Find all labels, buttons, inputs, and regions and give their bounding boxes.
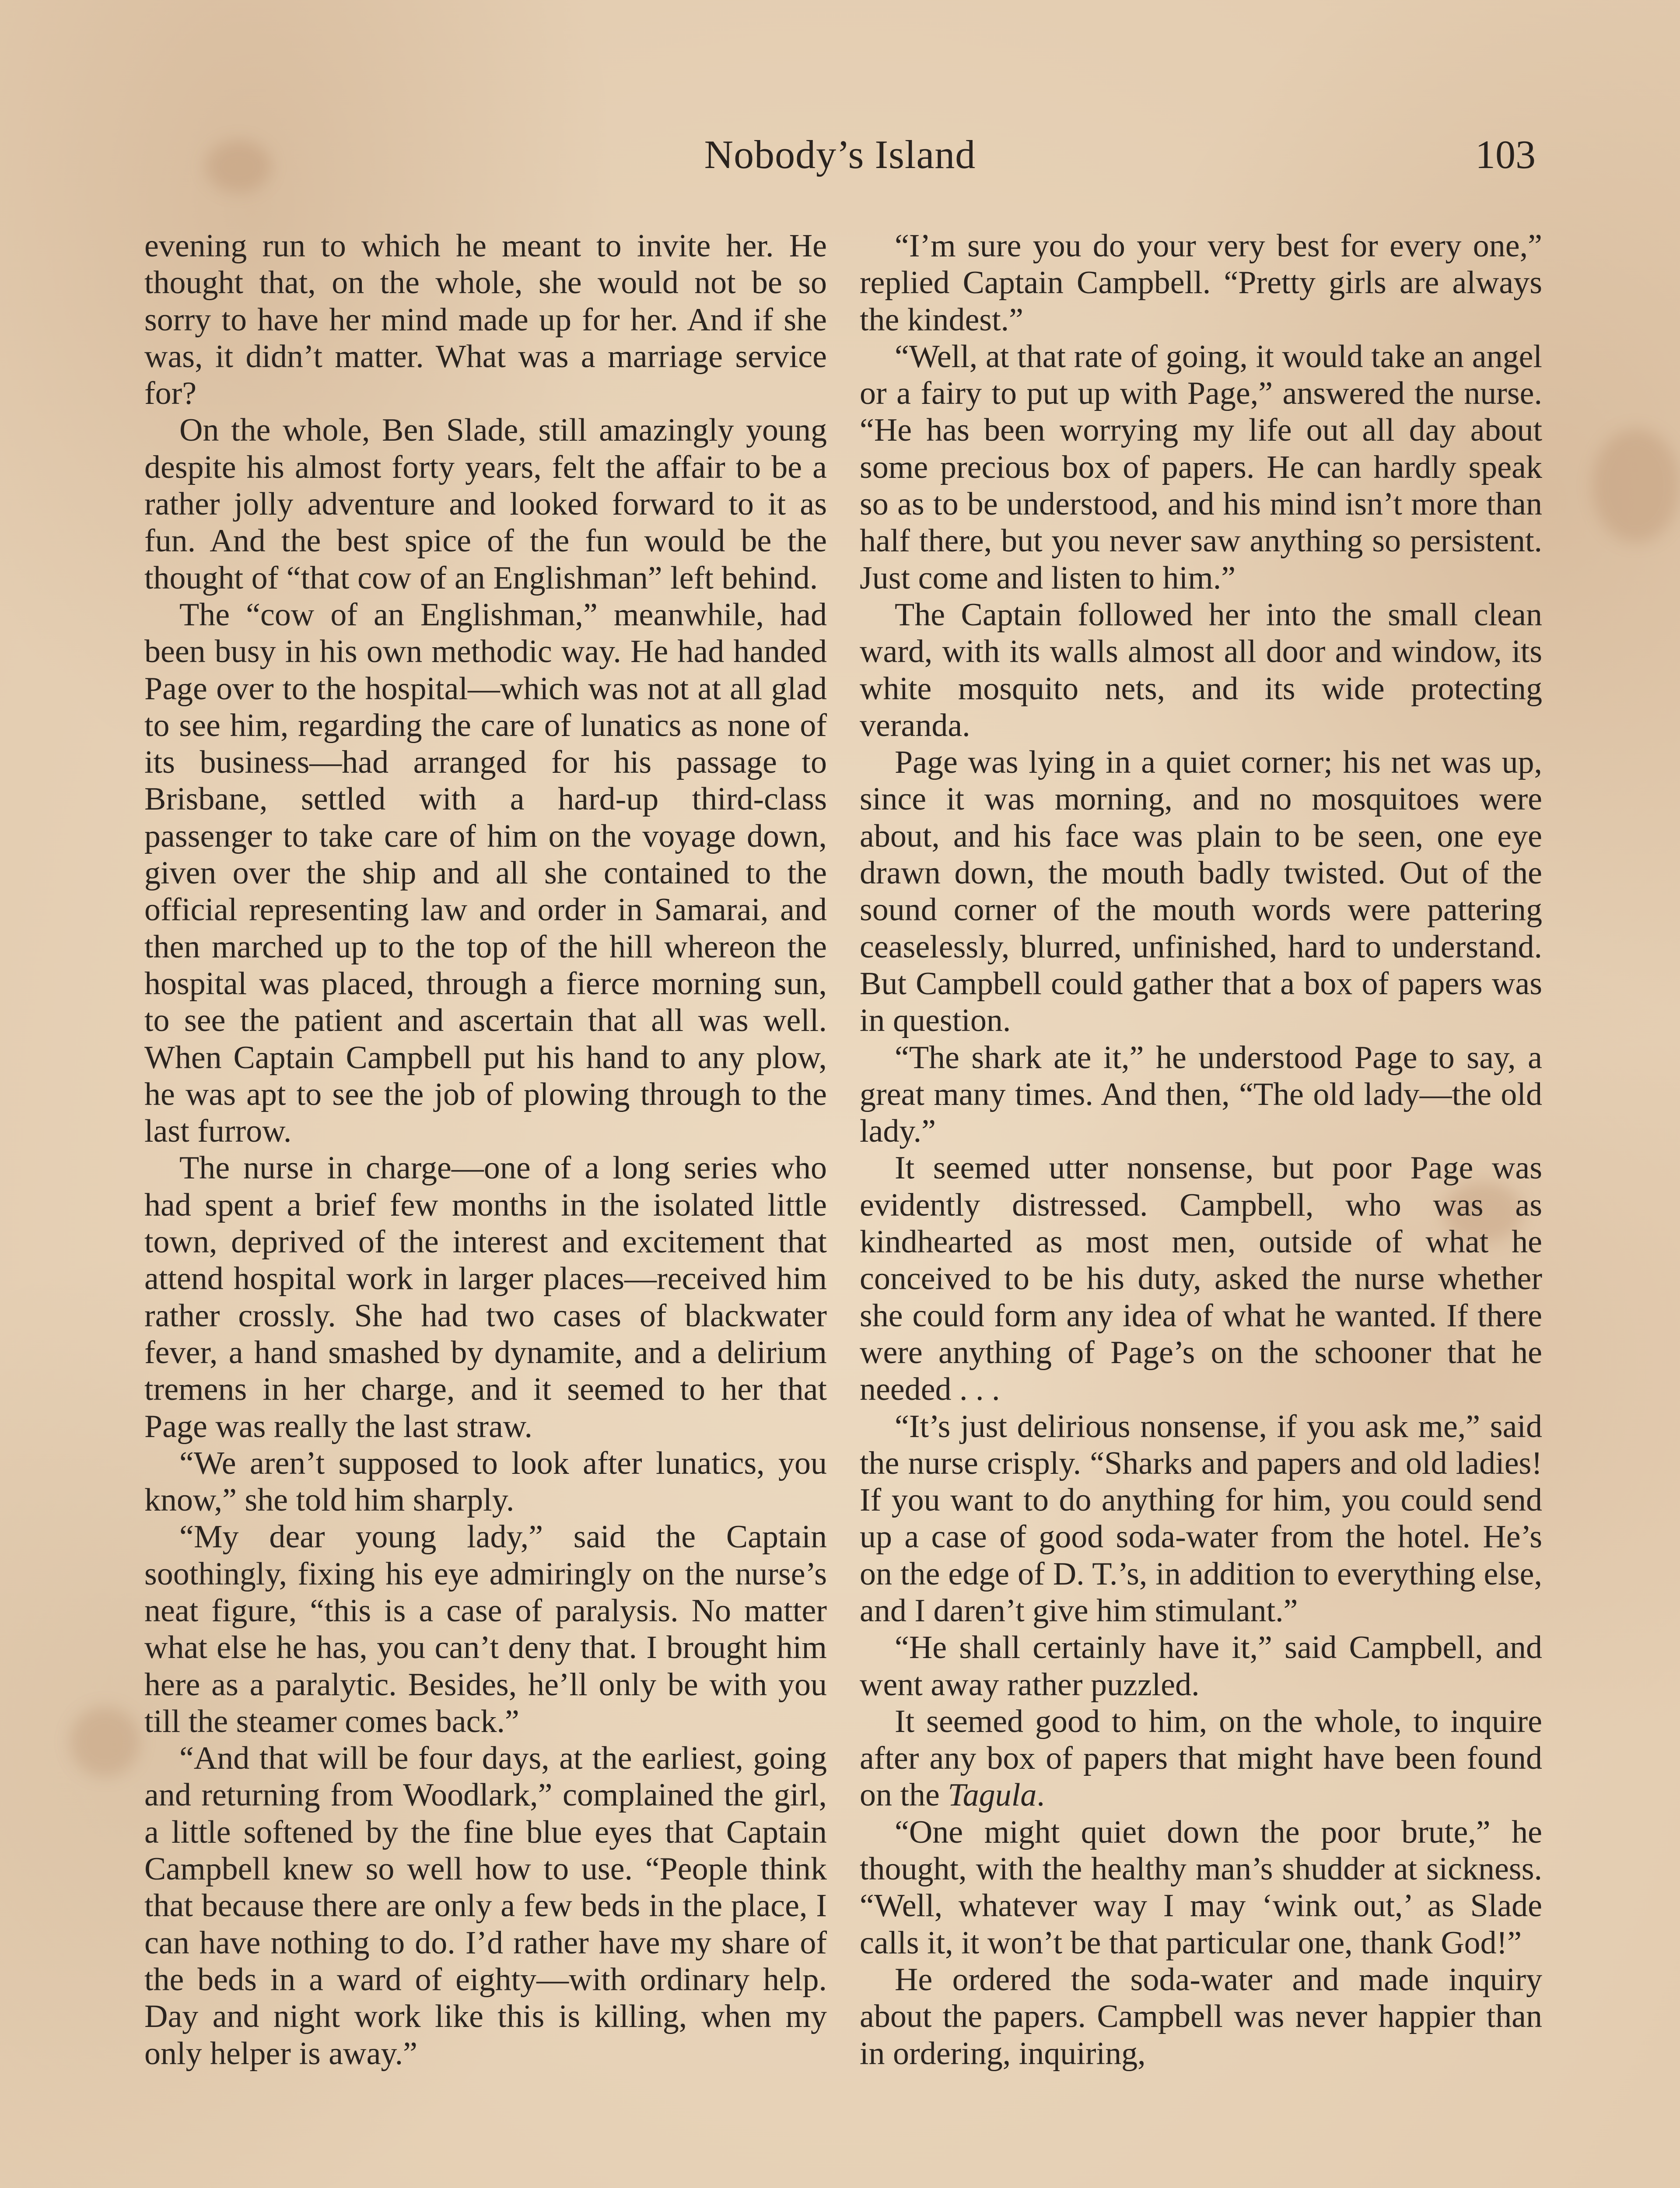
paragraph: The nurse in charge—one of a long series who had spent a brief few months in the isolated little town, deprived of the interest and excitement that attend hospital work in larger places—received him rather crossly. She had two cases of blackwater fever, a hand smashed by dynamite, and a delirium tremens in her charge, and it seemed to her that Page was really the last straw.: [144, 1150, 827, 1445]
paragraph: The Captain followed her into the small clean ward, with its walls almost all door and window, its white mosquito nets, and its wide protecting veranda.: [860, 596, 1542, 743]
paper-stain: [1592, 429, 1680, 543]
paragraph: “I’m sure you do your very best for every one,” replied Captain Campbell. “Pretty girls are always the kindest.”: [860, 228, 1542, 338]
paragraph: “We aren’t supposed to look after lunatics, you know,” she told him sharply.: [144, 1445, 827, 1518]
ship-name: Tagula: [948, 1777, 1037, 1813]
paragraph: Page was lying in a quiet corner; his net was up, since it was morning, and no mosquitoes were about, and his face was plain to be seen, one eye drawn down, the mouth badly twisted. Out of the sound corner of the mouth words were pattering ceaselessly, blurred, unfinished, hard to understand. But Campbell could gather that a box of papers was in question.: [860, 744, 1542, 1039]
paper-stain: [70, 1707, 140, 1777]
right-column: [860, 228, 1542, 2072]
paragraph: On the whole, Ben Slade, still amazingly young despite his almost forty years, felt the affair to be a rather jolly adventure and looked forward to it as fun. And the best spice of the fun would be the thought of “that cow of an Englishman” left behind.: [144, 412, 827, 596]
paragraph: “He shall certainly have it,” said Campbell, and went away rather puzzled.: [860, 1630, 1542, 1703]
paragraph: It seemed good to him, on the whole, to inquire after any box of papers that might have been found on the Tagula.: [860, 1703, 1542, 1813]
page-title: Nobody’s Island: [704, 132, 976, 177]
paragraph: “It’s just delirious nonsense, if you ask me,” said the nurse crisply. “Sharks and papers and old ladies! If you want to do anything for him, you could send up a case of good soda-water from the hotel. He’s on the edge of D. T.’s, in addition to everything else, and I daren’t give him stimulant.”: [860, 1408, 1542, 1629]
paragraph: “My dear young lady,” said the Captain soothingly, fixing his eye admiringly on the nurse’s neat figure, “this is a case of paralysis. No matter what else he has, you can’t deny that. I brought him here as a paralytic. Besides, he’ll only be with you till the steamer comes back.”: [144, 1519, 827, 1739]
paragraph: evening run to which he meant to invite her. He thought that, on the whole, she would not be so sorry to have her mind made up for her. And if she was, it didn’t matter. What was a marriage service for?: [144, 228, 827, 412]
paragraph: “Well, at that rate of going, it would take an angel or a fairy to put up with Page,” answered the nurse. “He has been worrying my life out all day about some precious box of papers. He can hardly speak so as to be understood, and his mind isn’t more than half there, but you never saw anything so persistent. Just come and listen to him.”: [860, 338, 1542, 596]
paragraph: “And that will be four days, at the earliest, going and returning from Woodlark,” complained the girl, a little softened by the fine blue eyes that Captain Campbell knew so well how to use. “People think that because there are only a few beds in the place, I can have nothing to do. I’d rather have my share of the beds in a ward of eighty—with ordinary help. Day and night work like this is killing, when my only helper is away.”: [144, 1740, 827, 2072]
paragraph: “The shark ate it,” he understood Page to say, a great many times. And then, “The old lady—the old lady.”: [860, 1039, 1542, 1150]
paragraph: “One might quiet down the poor brute,” he thought, with the healthy man’s shudder at sickness. “Well, whatever way I may ‘wink out,’ as Slade calls it, it won’t be that particular one, thank God!”: [860, 1814, 1542, 1961]
running-head: [144, 131, 1536, 184]
page-number: 103: [1475, 132, 1536, 177]
paragraph: The “cow of an Englishman,” meanwhile, had been busy in his own methodic way. He had handed Page over to the hospital—which was not at all glad to see him, regarding the care of lunatics as none of its business—had arranged for his passage to Brisbane, settled with a hard-up third-class passenger to take care of him on the voyage down, given over the ship and all she contained to the official representing law and order in Samarai, and then marched up to the top of the hill whereon the hospital was placed, through a fierce morning sun, to see the patient and ascertain that all was well. When Captain Campbell put his hand to any plow, he was apt to see the job of plowing through to the last furrow.: [144, 596, 827, 1150]
left-column: [144, 228, 827, 2072]
paragraph: It seemed utter nonsense, but poor Page was evidently distressed. Campbell, who was as kindhearted as most men, outside of what he conceived to be his duty, asked the nurse whether she could form any idea of what he wanted. If there were anything of Page’s on the schooner that he needed . . .: [860, 1150, 1542, 1408]
paragraph: He ordered the soda-water and made inquiry about the papers. Campbell was never happier than in ordering, inquiring,: [860, 1961, 1542, 2072]
